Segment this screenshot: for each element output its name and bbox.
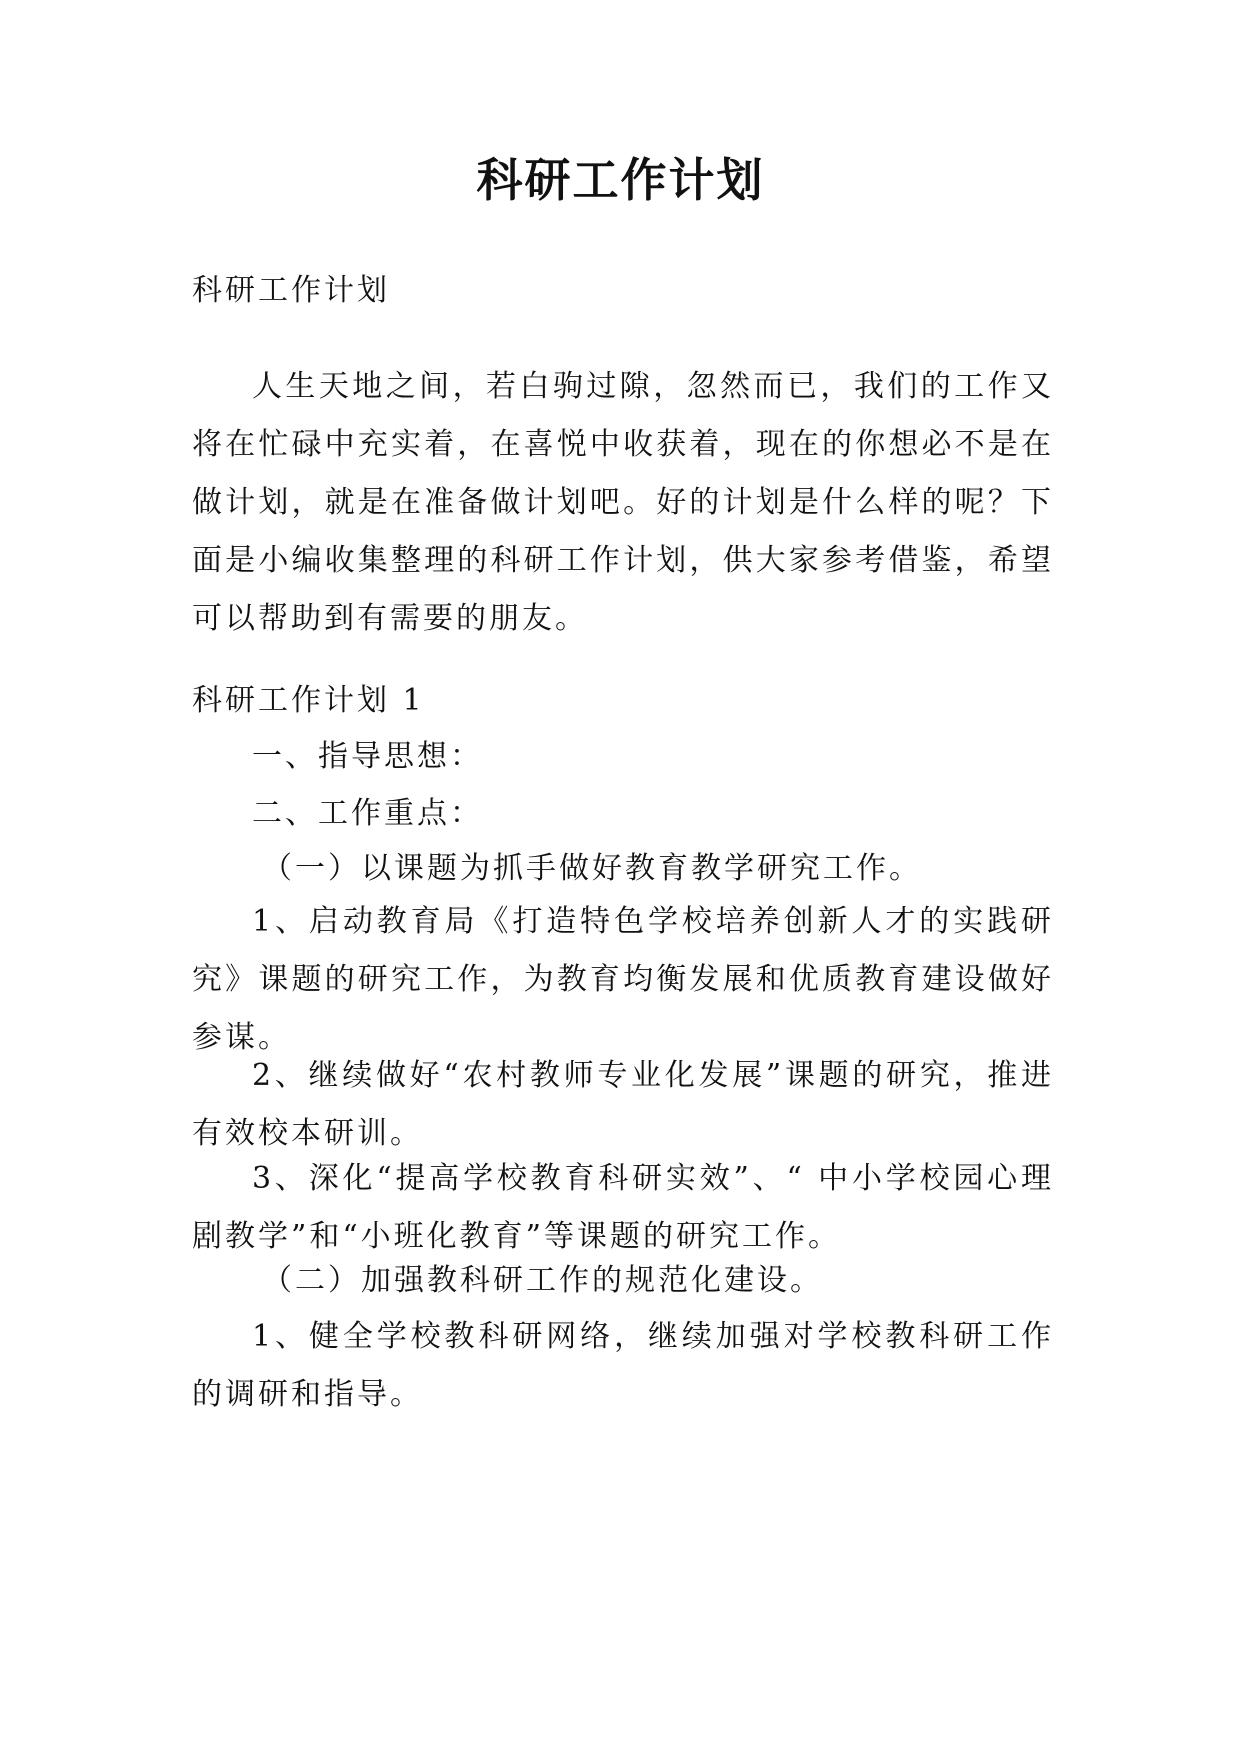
item-point-1: 1、启动教育局《打造特色学校培养创新人才的实践研究》课题的研究工作，为教育均衡发展和优质教育建设做好参谋。 xyxy=(192,904,1054,1055)
item-subsection-1: （一）以课题为抓手做好教育教学研究工作。 xyxy=(262,851,922,886)
document-title: 科研工作计划 xyxy=(476,153,765,207)
intro-paragraph: 人生天地之间，若白驹过隙，忽然而已，我们的工作又将在忙碌中充实着，在喜悦中收获着，现在的你想必不是在做计划，就是在准备做计划吧。好的计划是什么样的呢？下面是小编收集整理的科研工作计划，供大家参考借鉴，希望可以帮助到有需要的朋友。 xyxy=(192,369,1054,636)
item-point-4: 1、健全学校教科研网络，继续加强对学校教科研工作的调研和指导。 xyxy=(192,1319,1054,1412)
section-heading: 科研工作计划 1 xyxy=(192,683,425,718)
item-guiding-thought: 一、指导思想： xyxy=(252,739,483,774)
document-subtitle: 科研工作计划 xyxy=(192,273,390,308)
item-point-3: 3、深化“提高学校教育科研实效”、“ 中小学校园心理剧教学”和“小班化教育”等课题的研究工作。 xyxy=(192,1161,1054,1254)
item-work-focus: 二、工作重点： xyxy=(252,796,483,831)
item-subsection-2: （二）加强教科研工作的规范化建设。 xyxy=(262,1263,823,1298)
item-point-2: 2、继续做好“农村教师专业化发展”课题的研究，推进有效校本研训。 xyxy=(192,1058,1054,1151)
